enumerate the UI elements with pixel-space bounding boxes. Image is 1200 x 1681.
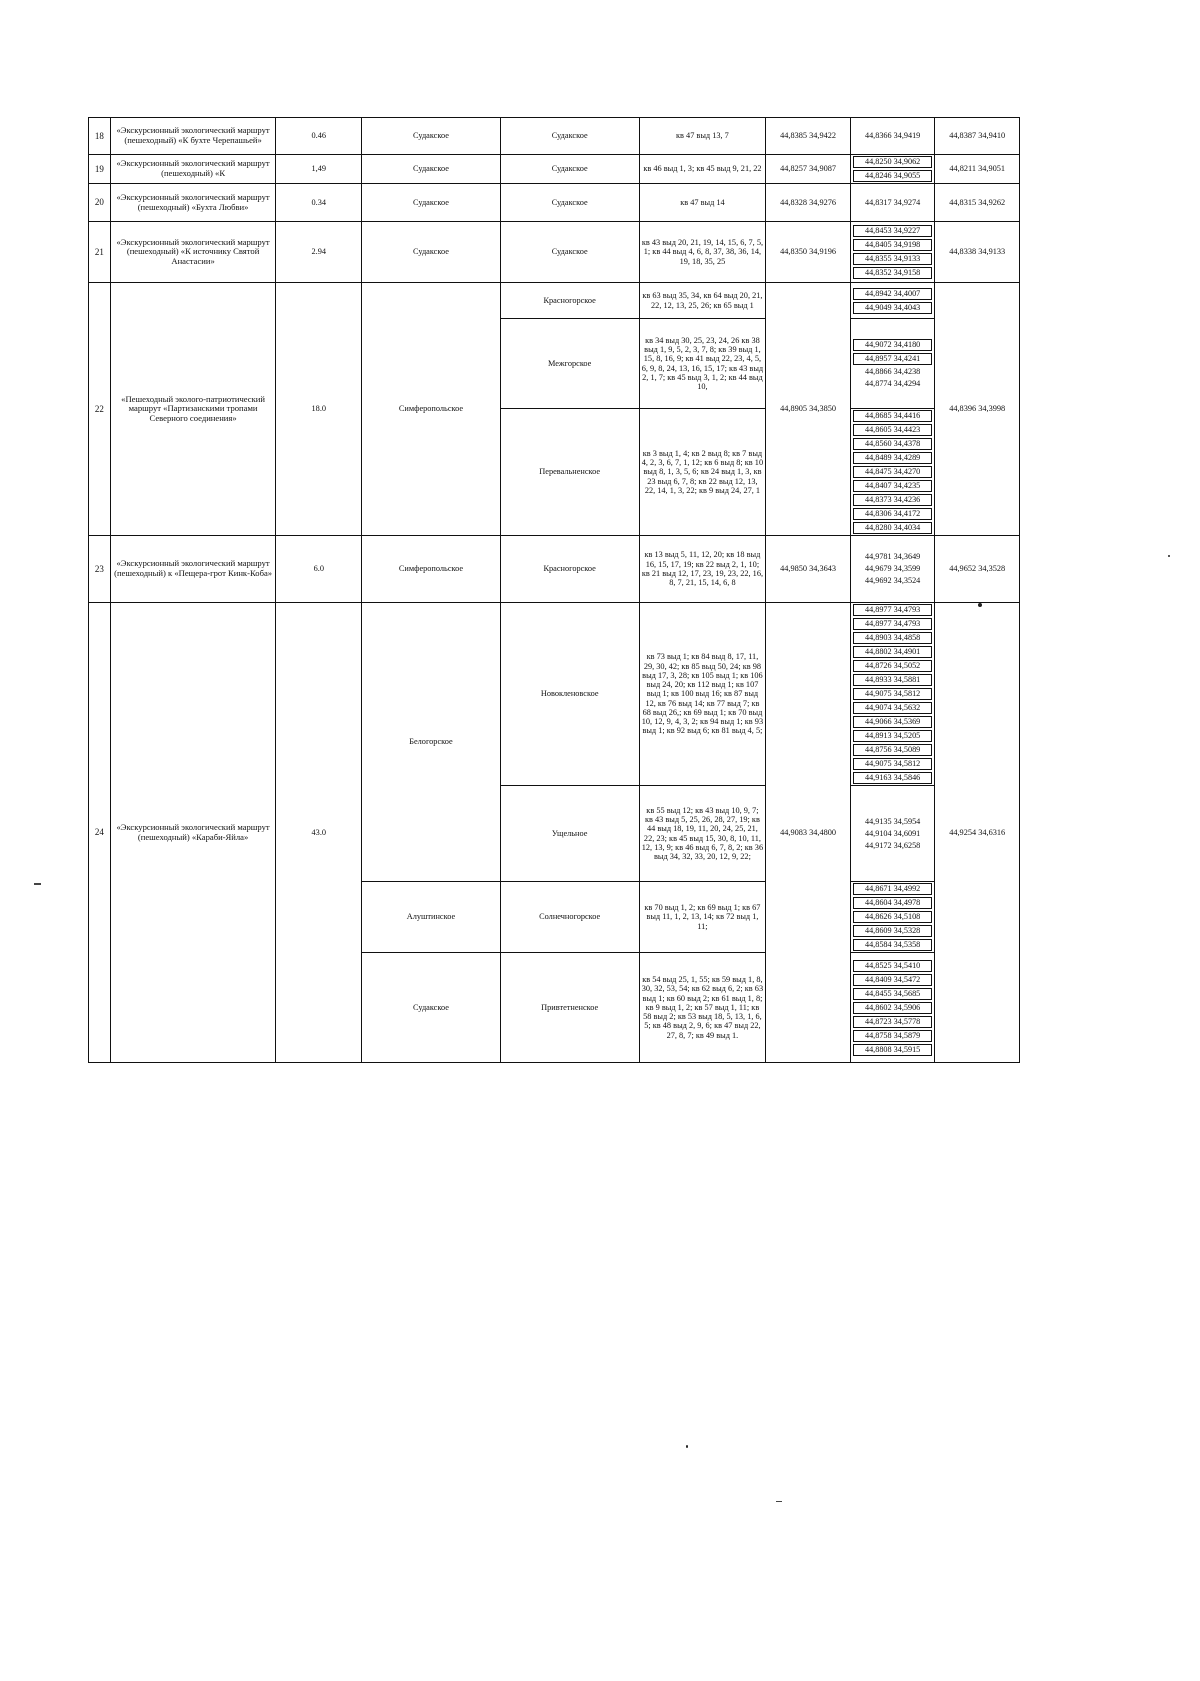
end-coordinate: 44,9254 34,6316 xyxy=(935,603,1020,1063)
district-name: Межгорское xyxy=(500,319,639,409)
waypoint-coordinates xyxy=(850,409,935,536)
waypoint-coordinates xyxy=(850,536,935,603)
route-length: 1,49 xyxy=(276,155,362,184)
waypoint-coordinates xyxy=(850,319,935,409)
route-row-20 xyxy=(89,184,1020,222)
waypoint-coordinate: 44,8977 34,4793 xyxy=(853,604,933,616)
waypoint-coordinates xyxy=(850,882,935,953)
plot-list: кв 54 выд 25, 1, 55; кв 59 выд 1, 8, 30, 32, 53, 54; кв 62 выд 6, 2; кв 63 выд 1; кв 60 выд 2; кв 61 выд 1, 8; кв 9 выд 1, 2; кв 57 выд 1, 11; кв 58 выд 2; кв 53 выд 18, 5, 13, 1, 6, 5; кв 48 выд 2, 9, 6; кв 47 выд 22, 27, 8, 7; кв 49 выд 1. xyxy=(639,953,766,1063)
route-number: 20 xyxy=(89,184,111,222)
waypoint-coordinate: 44,8933 34,5881 xyxy=(853,674,933,686)
waypoint-coordinate: 44,8584 34,5358 xyxy=(853,939,933,951)
scan-speck xyxy=(978,603,982,607)
waypoint-coordinate: 44,8455 34,5685 xyxy=(853,988,933,1000)
waypoint-coordinate: 44,8352 34,9158 xyxy=(853,267,933,279)
waypoint-coordinate: 44,8942 34,4007 xyxy=(853,288,933,300)
route-name: «Экскурсионный экологический маршрут (пешеходный) к «Пещера-грот Кинк-Коба» xyxy=(110,536,276,603)
waypoint-coordinate: 44,8317 34,9274 xyxy=(864,197,921,207)
waypoint-coordinate: 44,8774 34,4294 xyxy=(864,378,921,388)
route-name: «Экскурсионный экологический маршрут (пешеходный) «К бухте Черепашьей» xyxy=(110,118,276,155)
route-row-22 xyxy=(89,283,1020,319)
plot-list: кв 34 выд 30, 25, 23, 24, 26 кв 38 выд 1, 9, 5, 2, 3, 7, 8; кв 39 выд 1, 15, 8, 16, 9; кв 41 выд 22, 23, 4, 5, 6, 9, 8, 24, 13, 16, 15, 17; кв 43 выд 2, 1, 7; кв 45 выд 3, 1, 2; кв 44 выд 10, xyxy=(639,319,766,409)
plot-list: кв 73 выд 1; кв 84 выд 8, 17, 11, 29, 30, 42; кв 85 выд 50, 24; кв 98 выд 17, 3, 28; кв 105 выд 1; кв 106 выд 24, 20; кв 112 выд 1; кв 107 выд 1; кв 100 выд 16; кв 87 выд 12, кв 76 выд 14; кв 77 выд 7; кв 68 выд 26,; кв 69 выд 1; кв 70 выд 10, 12, 9, 4, 3, 2; кв 94 выд 1; кв 93 выд 1; кв 92 выд 6; кв 81 выд 4, 5; xyxy=(639,603,766,786)
waypoint-coordinate: 44,8671 34,4992 xyxy=(853,883,933,895)
plot-list: кв 3 выд 1, 4; кв 2 выд 8; кв 7 выд 4, 2, 3, 6, 7, 1, 12; кв 6 выд 8; кв 10 выд 8, 1, 3, 5, 6; кв 24 выд 1, 3, кв 23 выд 6, 7, 8; кв 22 выд 12, 13, 22, 14, 1, 3, 22; кв 9 выд 24, 27, 1 xyxy=(639,409,766,536)
end-coordinate: 44,8211 34,9051 xyxy=(935,155,1020,184)
end-coordinate: 44,8315 34,9262 xyxy=(935,184,1020,222)
route-row-18 xyxy=(89,118,1020,155)
district-name: Перевальненское xyxy=(500,409,639,536)
end-coordinate: 44,9652 34,3528 xyxy=(935,536,1020,603)
scan-speck xyxy=(34,883,41,885)
waypoint-coordinate: 44,8409 34,5472 xyxy=(853,974,933,986)
waypoint-coordinate: 44,8407 34,4235 xyxy=(853,480,933,492)
waypoint-coordinates xyxy=(850,786,935,882)
waypoint-coordinate: 44,8246 34,9055 xyxy=(853,170,933,182)
waypoint-coordinate: 44,8609 34,5328 xyxy=(853,925,933,937)
end-coordinate: 44,8396 34,3998 xyxy=(935,283,1020,536)
plot-list: кв 47 выд 13, 7 xyxy=(639,118,766,155)
waypoint-coordinate: 44,8913 34,5205 xyxy=(853,730,933,742)
district-name: Привтетненское xyxy=(500,953,639,1063)
waypoint-coordinate: 44,9692 34,3524 xyxy=(864,576,921,585)
plot-list: кв 70 выд 1, 2; кв 69 выд 1; кв 67 выд 11, 1, 2, 13, 14; кв 72 выд 1, 11; xyxy=(639,882,766,953)
forestry-name: Судакское xyxy=(362,118,501,155)
waypoint-coordinate: 44,8866 34,4238 xyxy=(864,366,921,376)
district-name: Красногорское xyxy=(500,283,639,319)
district-name: Солнечногорское xyxy=(500,882,639,953)
route-length: 43.0 xyxy=(276,603,362,1063)
district-name: Красногорское xyxy=(500,536,639,603)
waypoint-coordinate: 44,9066 34,5369 xyxy=(853,716,933,728)
end-coordinate: 44,8387 34,9410 xyxy=(935,118,1020,155)
route-number: 21 xyxy=(89,222,111,283)
route-length: 18.0 xyxy=(276,283,362,536)
route-row-23 xyxy=(89,536,1020,603)
waypoint-coordinate: 44,8723 34,5778 xyxy=(853,1016,933,1028)
waypoint-coordinate: 44,8525 34,5410 xyxy=(853,960,933,972)
waypoint-coordinates xyxy=(850,222,935,283)
route-number: 22 xyxy=(89,283,111,536)
route-row-24 xyxy=(89,603,1020,786)
waypoint-coordinate: 44,9072 34,4180 xyxy=(853,339,933,351)
route-row-21 xyxy=(89,222,1020,283)
start-coordinate: 44,8905 34,3850 xyxy=(766,283,851,536)
district-name: Судакское xyxy=(500,118,639,155)
plot-list: кв 46 выд 1, 3; кв 45 выд 9, 21, 22 xyxy=(639,155,766,184)
forestry-name: Симферопольское xyxy=(362,283,501,536)
route-number: 24 xyxy=(89,603,111,1063)
route-length: 0.34 xyxy=(276,184,362,222)
waypoint-coordinate: 44,8489 34,4289 xyxy=(853,452,933,464)
waypoint-coordinates xyxy=(850,283,935,319)
forestry-name: Судакское xyxy=(362,953,501,1063)
waypoint-coordinate: 44,8758 34,5879 xyxy=(853,1030,933,1042)
scan-speck xyxy=(686,1445,688,1448)
route-name: «Экскурсионный экологический маршрут (пешеходный) «Караби-Яйла» xyxy=(110,603,276,1063)
waypoint-coordinate: 44,8373 34,4236 xyxy=(853,494,933,506)
waypoint-coordinate: 44,8250 34,9062 xyxy=(853,156,933,168)
waypoint-coordinates xyxy=(850,953,935,1063)
end-coordinate: 44,8338 34,9133 xyxy=(935,222,1020,283)
waypoint-coordinate: 44,8602 34,5906 xyxy=(853,1002,933,1014)
start-coordinate: 44,9850 34,3643 xyxy=(766,536,851,603)
route-name: «Экскурсионный экологический маршрут (пешеходный) «К источнику Святой Анастасии» xyxy=(110,222,276,283)
start-coordinate: 44,8350 34,9196 xyxy=(766,222,851,283)
route-name: «Экскурсионный экологический маршрут (пешеходный) «К xyxy=(110,155,276,184)
waypoint-coordinate: 44,9781 34,3649 xyxy=(864,552,921,561)
route-row-19 xyxy=(89,155,1020,184)
routes-table xyxy=(88,117,1020,1063)
forestry-name: Судакское xyxy=(362,222,501,283)
waypoint-coordinate: 44,8626 34,5108 xyxy=(853,911,933,923)
route-number: 23 xyxy=(89,536,111,603)
waypoint-coordinate: 44,9104 34,6091 xyxy=(864,828,921,838)
forestry-name: Симферопольское xyxy=(362,536,501,603)
waypoint-coordinate: 44,8604 34,4978 xyxy=(853,897,933,909)
waypoint-coordinate: 44,9679 34,3599 xyxy=(864,564,921,573)
start-coordinate: 44,9083 34,4800 xyxy=(766,603,851,1063)
waypoint-coordinate: 44,8726 34,5052 xyxy=(853,660,933,672)
waypoint-coordinate: 44,9172 34,6258 xyxy=(864,840,921,850)
route-number: 18 xyxy=(89,118,111,155)
plot-list: кв 55 выд 12; кв 43 выд 10, 9, 7; кв 43 выд 5, 25, 26, 28, 27, 19; кв 44 выд 18, 19, 11, 20, 24, 25, 21, 22, 23; кв 45 выд 15, 30, 8, 10, 11, 12, 13, 9; кв 46 выд 6, 7, 8, 2; кв 36 выд 34, 32, 33, 20, 12, 9, 22; xyxy=(639,786,766,882)
waypoint-coordinate: 44,9074 34,5632 xyxy=(853,702,933,714)
waypoint-coordinates xyxy=(850,155,935,184)
waypoint-coordinate: 44,8756 34,5089 xyxy=(853,744,933,756)
waypoint-coordinate: 44,8366 34,9419 xyxy=(864,131,921,140)
plot-list: кв 63 выд 35, 34, кв 64 выд 20, 21, 22, 12, 13, 25, 26; кв 65 выд 1 xyxy=(639,283,766,319)
waypoint-coordinate: 44,8306 34,4172 xyxy=(853,508,933,520)
waypoint-coordinate: 44,8808 34,5915 xyxy=(853,1044,933,1056)
waypoint-coordinate: 44,8957 34,4241 xyxy=(853,353,933,365)
waypoint-coordinate: 44,8355 34,9133 xyxy=(853,253,933,265)
forestry-name: Судакское xyxy=(362,184,501,222)
waypoint-coordinate: 44,8560 34,4378 xyxy=(853,438,933,450)
district-name: Судакское xyxy=(500,184,639,222)
scan-speck xyxy=(1168,555,1170,557)
district-name: Судакское xyxy=(500,155,639,184)
route-name: «Пешеходный эколого-патриотический маршрут «Партизанскими тропами Северного соединения» xyxy=(110,283,276,536)
waypoint-coordinate: 44,8903 34,4858 xyxy=(853,632,933,644)
route-length: 0.46 xyxy=(276,118,362,155)
waypoint-coordinate: 44,9049 34,4043 xyxy=(853,302,933,314)
waypoint-coordinate: 44,8605 34,4423 xyxy=(853,424,933,436)
forestry-name: Алуштинское xyxy=(362,882,501,953)
route-name: «Экскурсионный экологический маршрут (пешеходный) «Бухта Любви» xyxy=(110,184,276,222)
waypoint-coordinate: 44,8475 34,4270 xyxy=(853,466,933,478)
forestry-name: Судакское xyxy=(362,155,501,184)
plot-list: кв 43 выд 20, 21, 19, 14, 15, 6, 7, 5, 1; кв 44 выд 4, 6, 8, 37, 38, 36, 14, 19, 18, 35, 25 xyxy=(639,222,766,283)
plot-list: кв 13 выд 5, 11, 12, 20; кв 18 выд 16, 15, 17, 19; кв 22 выд 2, 1, 10; кв 21 выд 12, 17, 23, 19, 23, 22, 16, 8, 7, 21, 15, 14, 6, 8 xyxy=(639,536,766,603)
waypoint-coordinate: 44,9075 34,5812 xyxy=(853,688,933,700)
waypoint-coordinate: 44,9135 34,5954 xyxy=(864,816,921,826)
district-name: Ущельное xyxy=(500,786,639,882)
route-length: 6.0 xyxy=(276,536,362,603)
waypoint-coordinate: 44,8802 34,4901 xyxy=(853,646,933,658)
district-name: Судакское xyxy=(500,222,639,283)
start-coordinate: 44,8328 34,9276 xyxy=(766,184,851,222)
waypoint-coordinate: 44,8280 34,4034 xyxy=(853,522,933,534)
start-coordinate: 44,8385 34,9422 xyxy=(766,118,851,155)
start-coordinate: 44,8257 34,9087 xyxy=(766,155,851,184)
waypoint-coordinate: 44,8453 34,9227 xyxy=(853,225,933,237)
waypoint-coordinate: 44,8685 34,4416 xyxy=(853,410,933,422)
route-number: 19 xyxy=(89,155,111,184)
waypoint-coordinates xyxy=(850,184,935,222)
waypoint-coordinate: 44,9075 34,5812 xyxy=(853,758,933,770)
district-name: Новокленовское xyxy=(500,603,639,786)
waypoint-coordinate: 44,8977 34,4793 xyxy=(853,618,933,630)
scan-speck xyxy=(776,1501,782,1502)
waypoint-coordinates xyxy=(850,118,935,155)
route-length: 2.94 xyxy=(276,222,362,283)
forestry-name: Белогорское xyxy=(362,603,501,882)
waypoint-coordinate: 44,9163 34,5846 xyxy=(853,772,933,784)
waypoint-coordinates xyxy=(850,603,935,786)
plot-list: кв 47 выд 14 xyxy=(639,184,766,222)
waypoint-coordinate: 44,8405 34,9198 xyxy=(853,239,933,251)
